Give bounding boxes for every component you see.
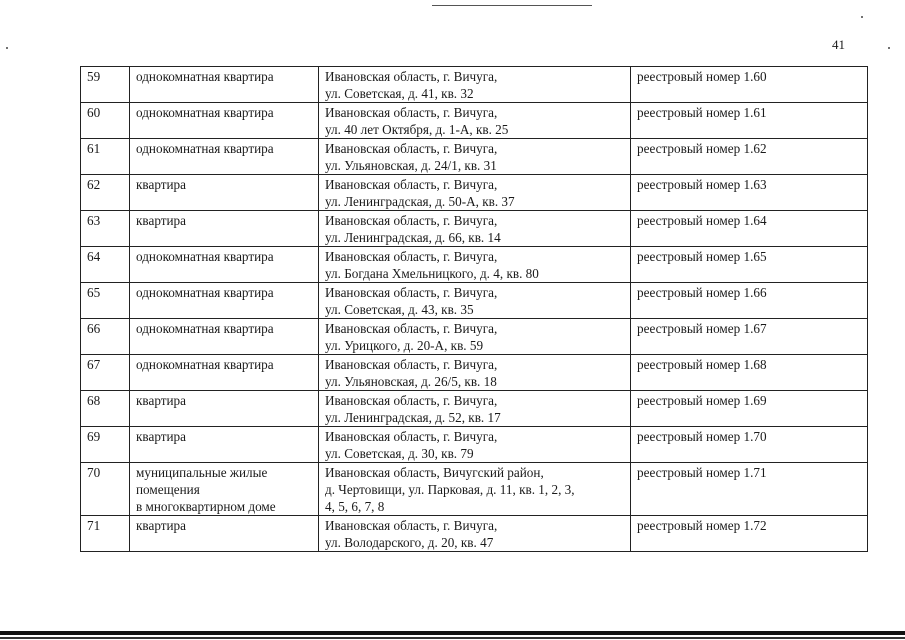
address-line: ул. Ульяновская, д. 26/5, кв. 18 [325,374,497,389]
address-cell [319,283,631,319]
row-number-cell: 67 [81,355,130,391]
table-row [81,516,868,552]
address-line: ул. Советская, д. 43, кв. 35 [325,302,474,317]
table-row [81,355,868,391]
property-type-line: однокомнатная квартира [136,249,274,264]
table-row [81,391,868,427]
registry-number-cell: реестровый номер 1.60 [631,67,868,103]
property-type-line: квартира [136,518,187,533]
page-number: 41 [832,37,845,52]
registry-number-cell: реестровый номер 1.61 [631,103,868,139]
property-type-line: помещения [136,482,200,497]
property-type-cell [130,355,319,391]
property-type-line: однокомнатная квартира [136,141,274,156]
address-line: Ивановская область, г. Вичуга, [325,357,498,372]
property-type-cell [130,103,319,139]
address-line: Ивановская область, г. Вичуга, [325,105,498,120]
row-number-cell: 66 [81,319,130,355]
address-line: ул. Володарского, д. 20, кв. 47 [325,535,494,550]
registry-number-cell: реестровый номер 1.67 [631,319,868,355]
row-number-cell: 64 [81,247,130,283]
property-type-line: муниципальные жилые [136,465,268,480]
address-cell [319,103,631,139]
table-row [81,463,868,516]
top-scan-line [432,5,592,6]
address-line: Ивановская область, Вичугский район, [325,465,544,480]
registry-number-cell: реестровый номер 1.66 [631,283,868,319]
row-number-cell: 61 [81,139,130,175]
registry-number-cell: реестровый номер 1.71 [631,463,868,516]
bottom-scan-border-thin [0,637,905,639]
address-line: ул. Ленинградская, д. 52, кв. 17 [325,410,501,425]
row-number-cell: 62 [81,175,130,211]
address-line: Ивановская область, г. Вичуга, [325,69,498,84]
property-type-line: однокомнатная квартира [136,69,274,84]
address-cell [319,139,631,175]
property-type-line: однокомнатная квартира [136,357,274,372]
row-number-cell: 71 [81,516,130,552]
row-number-cell: 69 [81,427,130,463]
address-cell [319,211,631,247]
property-type-line: квартира [136,177,187,192]
property-type-line: в многоквартирном доме [136,499,276,514]
address-line: ул. Советская, д. 30, кв. 79 [325,446,474,461]
registry-number-cell: реестровый номер 1.63 [631,175,868,211]
property-type-cell [130,175,319,211]
scan-speck [861,16,863,18]
address-cell [319,391,631,427]
property-type-cell [130,211,319,247]
property-type-cell [130,319,319,355]
address-cell [319,175,631,211]
address-line: ул. Урицкого, д. 20-А, кв. 59 [325,338,484,353]
property-type-cell [130,247,319,283]
address-line: ул. Советская, д. 41, кв. 32 [325,86,474,101]
bottom-scan-border [0,631,905,635]
table-row [81,211,868,247]
registry-number-cell: реестровый номер 1.65 [631,247,868,283]
row-number-cell: 60 [81,103,130,139]
property-type-line: однокомнатная квартира [136,105,274,120]
address-line: Ивановская область, г. Вичуга, [325,141,498,156]
address-line: ул. Ленинградская, д. 50-А, кв. 37 [325,194,515,209]
property-type-line: однокомнатная квартира [136,321,274,336]
table-row [81,103,868,139]
property-type-cell [130,463,319,516]
row-number-cell: 70 [81,463,130,516]
address-line: Ивановская область, г. Вичуга, [325,213,498,228]
table-row [81,175,868,211]
address-cell [319,516,631,552]
address-cell [319,247,631,283]
property-type-cell [130,427,319,463]
property-registry-table [80,66,868,552]
address-line: ул. 40 лет Октября, д. 1-А, кв. 25 [325,122,509,137]
address-line: Ивановская область, г. Вичуга, [325,285,498,300]
property-type-line: квартира [136,213,187,228]
address-line: 4, 5, 6, 7, 8 [325,499,385,514]
table-row [81,139,868,175]
property-type-cell [130,283,319,319]
registry-number-cell: реестровый номер 1.68 [631,355,868,391]
registry-number-cell: реестровый номер 1.64 [631,211,868,247]
table-row [81,319,868,355]
table-row [81,247,868,283]
registry-number-cell: реестровый номер 1.62 [631,139,868,175]
property-type-cell [130,516,319,552]
address-line: ул. Богдана Хмельницкого, д. 4, кв. 80 [325,266,539,281]
scan-speck [6,47,8,49]
address-cell [319,319,631,355]
scan-speck [888,47,890,49]
address-cell [319,427,631,463]
row-number-cell: 65 [81,283,130,319]
property-type-cell [130,67,319,103]
address-line: Ивановская область, г. Вичуга, [325,393,498,408]
row-number-cell: 59 [81,67,130,103]
property-type-cell [130,139,319,175]
table-row [81,67,868,103]
registry-number-cell: реестровый номер 1.72 [631,516,868,552]
address-cell [319,463,631,516]
row-number-cell: 68 [81,391,130,427]
address-line: Ивановская область, г. Вичуга, [325,518,498,533]
property-type-line: квартира [136,393,187,408]
row-number-cell: 63 [81,211,130,247]
address-line: д. Чертовищи, ул. Парковая, д. 11, кв. 1, 2, 3, [325,482,575,497]
property-type-line: однокомнатная квартира [136,285,274,300]
address-cell [319,67,631,103]
address-line: ул. Ленинградская, д. 66, кв. 14 [325,230,501,245]
registry-number-cell: реестровый номер 1.70 [631,427,868,463]
address-cell [319,355,631,391]
table-row [81,427,868,463]
property-type-cell [130,391,319,427]
table-body [81,67,868,552]
address-line: ул. Ульяновская, д. 24/1, кв. 31 [325,158,497,173]
address-line: Ивановская область, г. Вичуга, [325,249,498,264]
property-type-line: квартира [136,429,187,444]
table-row [81,283,868,319]
address-line: Ивановская область, г. Вичуга, [325,321,498,336]
address-line: Ивановская область, г. Вичуга, [325,429,498,444]
address-line: Ивановская область, г. Вичуга, [325,177,498,192]
registry-number-cell: реестровый номер 1.69 [631,391,868,427]
